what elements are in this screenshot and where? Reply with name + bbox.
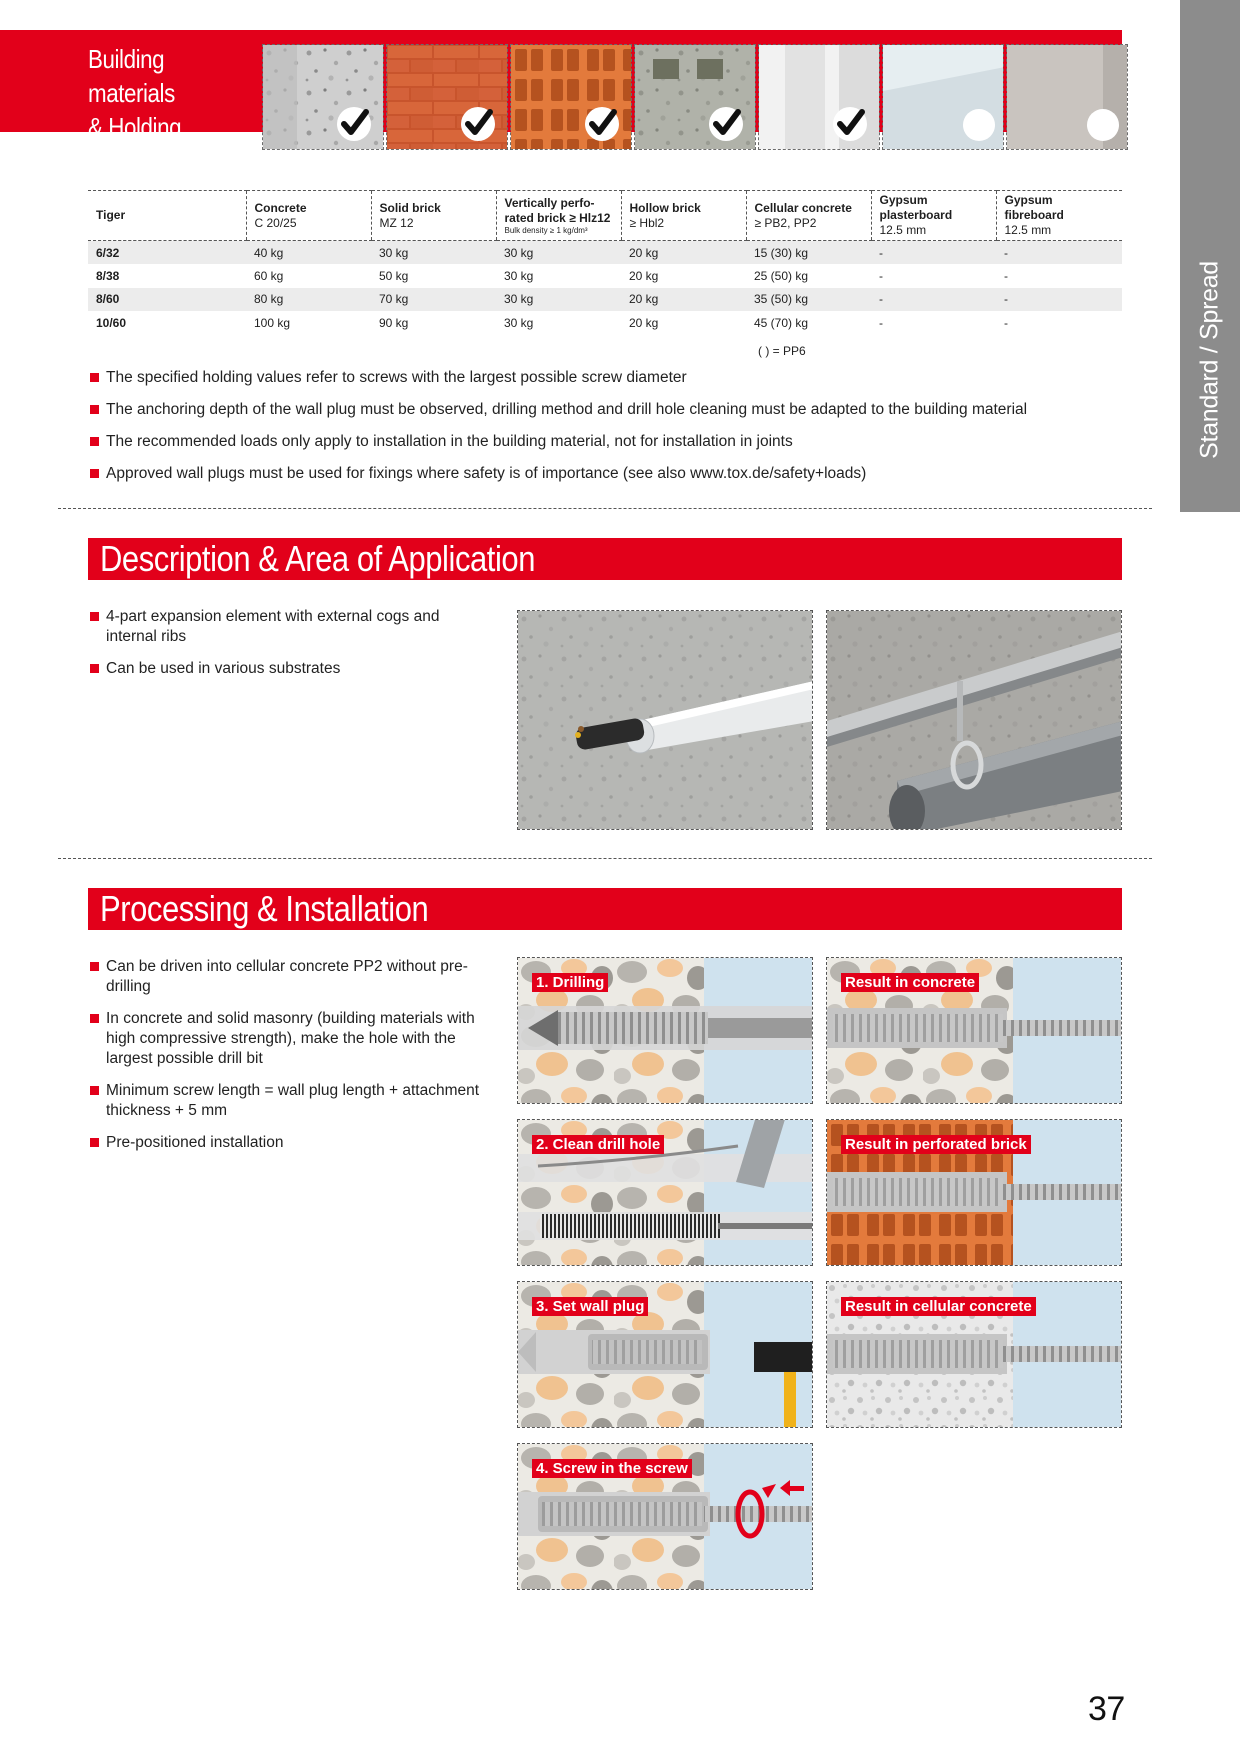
table-cell: - (996, 288, 1122, 312)
material-tile-perforated-brick (510, 44, 632, 150)
table-cell: 20 kg (629, 268, 659, 283)
table-cell: 50 kg (379, 268, 409, 283)
row-size: 8/38 (96, 268, 120, 283)
column-header-gypsum-fibreboard: Gypsum fibreboard 12.5 mm (996, 191, 1122, 241)
table-row (88, 264, 1122, 288)
table-cell: 25 (50) kg (754, 268, 809, 283)
table-cell: 60 kg (254, 268, 284, 283)
table-cell: 40 kg (246, 241, 371, 265)
table-cell: 20 kg (621, 241, 746, 265)
column-header-solid-brick: Solid brick MZ 12 (371, 191, 496, 241)
table-cell: - (1004, 268, 1008, 283)
description-section-bar (88, 538, 1122, 580)
check-icon (459, 105, 497, 143)
table-cell: 90 kg (379, 315, 409, 330)
column-header-hollow-brick: Hollow brick ≥ Hbl2 (621, 191, 746, 241)
table-row (88, 311, 1122, 335)
list-item: 4-part expansion element with external cogs and internal ribs (88, 607, 488, 647)
row-size: 8/60 (88, 288, 246, 312)
check-icon (583, 105, 621, 143)
check-icon (335, 105, 373, 143)
table-cell: 30 kg (371, 241, 496, 265)
list-item: Approved wall plugs must be used for fixings where safety is of importance (see also www.tox.de/safety+loads) (88, 464, 1128, 484)
step-label: 4. Screw in the screw (532, 1459, 692, 1478)
check-icon (707, 105, 745, 143)
pipe-rail-illustration (827, 611, 1122, 830)
step-screw-in (517, 1443, 813, 1590)
photo-conduit-in-wall (517, 610, 813, 830)
table-footnote: ( ) = PP6 (758, 344, 806, 358)
table-cell: 45 (70) kg (754, 315, 809, 330)
step-label: 3. Set wall plug (532, 1297, 648, 1316)
column-header-concrete: Concrete C 20/25 (246, 191, 371, 241)
column-header-cellular-concrete: Cellular concrete ≥ PB2, PP2 (746, 191, 871, 241)
material-tile-cellular-concrete (758, 44, 880, 150)
holding-notes-list (88, 368, 1128, 496)
material-tile-solid-brick (386, 44, 508, 150)
result-perforated-brick (826, 1119, 1122, 1266)
list-item: The recommended loads only apply to installation in the building material, not for installation in joints (88, 432, 1128, 452)
list-item: Minimum screw length = wall plug length + attachment thickness + 5 mm (88, 1081, 498, 1121)
list-item: Can be used in various substrates (88, 659, 488, 679)
circle-icon (1087, 109, 1119, 141)
chapter-label: Standard / Spread (1195, 261, 1224, 459)
result-label: Result in cellular concrete (841, 1297, 1036, 1316)
table-corner-header: Tiger (88, 191, 246, 241)
row-size: 6/32 (88, 241, 246, 265)
table-cell: 30 kg (496, 288, 621, 312)
table-cell: 30 kg (504, 268, 534, 283)
banner-title: Building materials & Holding values (88, 44, 182, 176)
table-cell: 70 kg (371, 288, 496, 312)
processing-list (88, 957, 498, 1165)
step-label: 1. Drilling (532, 973, 608, 992)
list-item: Pre-positioned installation (88, 1133, 498, 1153)
list-item: In concrete and solid masonry (building materials with high compressive strength), make the hole with the largest possible drill bit (88, 1009, 498, 1069)
table-cell: 20 kg (629, 315, 659, 330)
description-list (88, 607, 488, 691)
table-cell: - (879, 315, 883, 330)
table-cell: - (871, 241, 996, 265)
holding-values-table (88, 190, 1122, 335)
processing-section-bar (88, 888, 1122, 930)
result-label: Result in perforated brick (841, 1135, 1031, 1154)
check-icon (831, 105, 869, 143)
page-number: 37 (1088, 1690, 1125, 1728)
table-cell: 30 kg (504, 315, 534, 330)
column-header-perforated-brick: Vertically perfo-rated brick ≥ Hlz12 Bulk density ≥ 1 kg/dm³ (496, 191, 621, 241)
step-set-wall-plug (517, 1281, 813, 1428)
table-header-row (88, 191, 1122, 241)
circle-icon (963, 109, 995, 141)
table-cell: 30 kg (496, 241, 621, 265)
section-divider (58, 508, 1152, 509)
table-row (88, 241, 1122, 265)
section-divider (58, 858, 1152, 859)
section-title: Description & Area of Application (100, 538, 535, 579)
step-drilling (517, 957, 813, 1104)
list-item: The specified holding values refer to screws with the largest possible screw diameter (88, 368, 1128, 388)
table-cell: 100 kg (254, 315, 291, 330)
chapter-side-tab (1180, 0, 1240, 512)
column-header-gypsum-plasterboard: Gypsum plasterboard 12.5 mm (871, 191, 996, 241)
material-tile-gypsum-fibreboard (1006, 44, 1128, 150)
result-concrete (826, 957, 1122, 1104)
table-cell: 20 kg (621, 288, 746, 312)
table-cell: - (996, 241, 1122, 265)
list-item: The anchoring depth of the wall plug must be observed, drilling method and drill hole cleaning must be adapted to the building material (88, 400, 1128, 420)
section-title: Processing & Installation (100, 888, 429, 929)
table-cell: 80 kg (246, 288, 371, 312)
step-clean-drill-hole (517, 1119, 813, 1266)
material-tile-gypsum-plasterboard (882, 44, 1004, 150)
conduit-illustration (518, 611, 813, 830)
material-tile-concrete (262, 44, 384, 150)
table-cell: 15 (30) kg (746, 241, 871, 265)
step-label: 2. Clean drill hole (532, 1135, 664, 1154)
list-item: Can be driven into cellular concrete PP2 without pre-drilling (88, 957, 498, 997)
result-cellular-concrete (826, 1281, 1122, 1428)
table-cell: 35 (50) kg (746, 288, 871, 312)
table-cell: - (1004, 315, 1008, 330)
row-size: 10/60 (96, 315, 127, 330)
material-tile-hollow-brick (634, 44, 756, 150)
table-cell: - (879, 268, 883, 283)
table-row (88, 288, 1122, 312)
result-label: Result in concrete (841, 973, 979, 992)
photo-pipe-on-ceiling-rail (826, 610, 1122, 830)
table-cell: - (871, 288, 996, 312)
